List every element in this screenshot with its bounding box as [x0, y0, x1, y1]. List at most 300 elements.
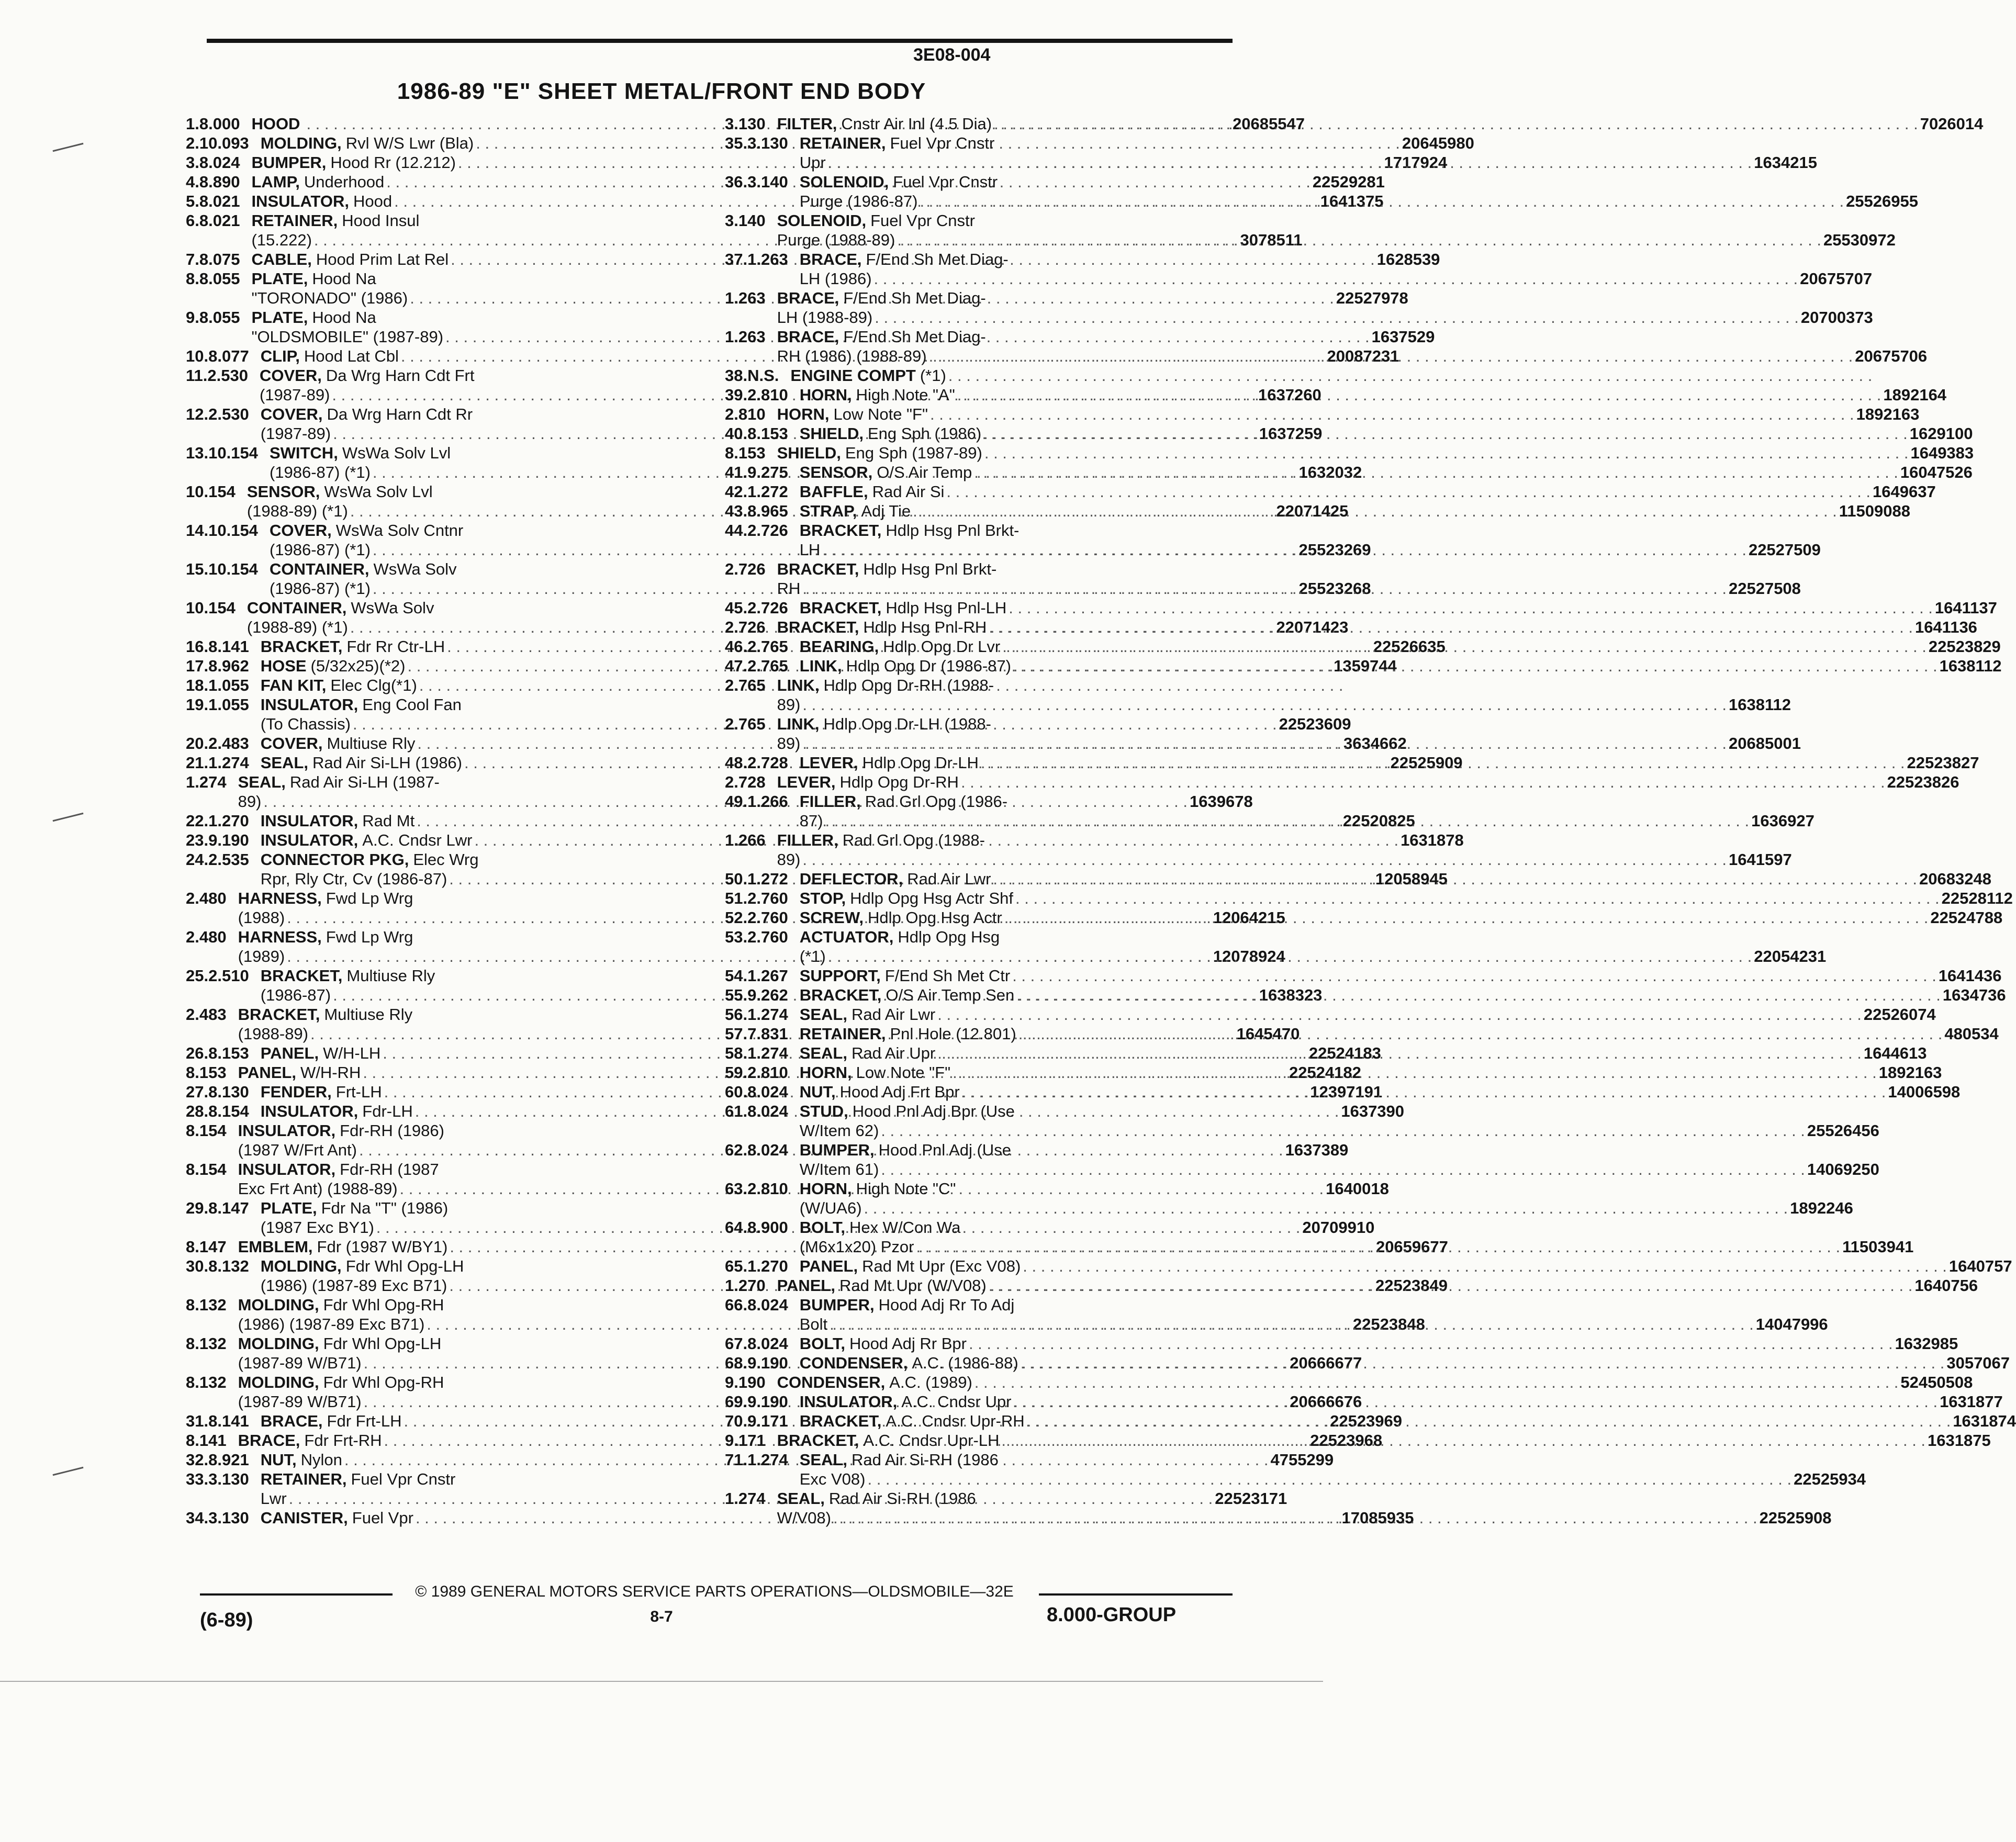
item-number: 65. — [725, 1257, 748, 1275]
item-number: 15. — [186, 560, 209, 578]
part-description — [800, 424, 1973, 443]
description-line — [777, 327, 1928, 346]
part-detail: Hdlp Hsg Pnl-RH — [863, 618, 987, 636]
part-entry — [725, 482, 1936, 501]
part-name: SEAL, — [777, 1489, 825, 1508]
leader-dots — [872, 308, 1801, 327]
part-description — [800, 1140, 1879, 1179]
group-code: 8.130 — [208, 1083, 249, 1101]
part-number: 20087231 — [1327, 347, 1399, 365]
part-name: INSULATOR, — [260, 1102, 359, 1120]
group-code: 1.270 — [208, 812, 249, 830]
part-name: SHIELD, — [799, 424, 864, 443]
part-detail: Lwr — [260, 1489, 287, 1508]
part-number: 1637529 — [1371, 328, 1435, 346]
leader-dots — [800, 734, 1729, 753]
description-line — [777, 405, 1920, 424]
leader-dots — [981, 424, 1910, 443]
part-name: SEAL, — [799, 1451, 847, 1469]
part-name: BRACE, — [799, 250, 862, 268]
part-detail: Exc Frt Ant) (1988-89) — [238, 1180, 398, 1198]
part-name: INSULATOR, — [260, 695, 359, 714]
part-number: 22523968 — [1310, 1431, 1383, 1450]
part-number: 14006598 — [1888, 1083, 1961, 1101]
part-detail: Rad Air Upr — [851, 1044, 936, 1062]
item-number: 61. — [725, 1102, 748, 1120]
group-code: 9.190 — [747, 1392, 788, 1411]
part-number: 1639678 — [1190, 792, 1253, 811]
description-line — [800, 501, 1910, 521]
group-code: 2.726 — [725, 560, 766, 578]
part-name: COVER, — [259, 366, 322, 385]
part-description — [800, 1043, 1927, 1063]
part-description — [777, 1276, 1978, 1295]
description-line — [777, 346, 1928, 366]
part-number: 1628539 — [1376, 250, 1440, 268]
part-name: CONNECTOR PKG, — [260, 850, 409, 869]
part-name: BUMPER, — [799, 1296, 875, 1314]
group-code: 3.140 — [747, 173, 788, 191]
group-code: 9.190 — [725, 1373, 766, 1391]
part-detail: Eng Sph (1987-89) — [845, 444, 982, 462]
group-code: 2.728 — [747, 754, 788, 772]
part-name: COVER, — [260, 734, 323, 752]
part-detail: LH — [799, 541, 821, 559]
description-line — [800, 1179, 1853, 1198]
description-line — [800, 482, 1936, 501]
part-name: BRACKET, — [777, 560, 859, 578]
group-code: 10.154 — [186, 599, 236, 617]
item-number: 26. — [186, 1044, 209, 1062]
part-number: 1631877 — [1940, 1392, 2003, 1411]
part-detail: Eng Sph (1986) — [867, 424, 982, 443]
leader-dots — [800, 850, 1729, 869]
description-line — [800, 1082, 1961, 1102]
item-number: 29. — [186, 1199, 209, 1217]
group-code: 2.810 — [725, 405, 766, 423]
part-detail: Exc V08) — [799, 1470, 866, 1488]
part-detail: (5/32x25)(*2) — [310, 657, 406, 675]
description-line — [800, 1024, 1999, 1043]
part-name: PLATE, — [251, 269, 308, 288]
item-number: 28. — [186, 1102, 209, 1120]
part-detail: Hdlp Hsg Pnl Brkt- — [886, 521, 1020, 540]
group-code: 8.132 — [208, 1257, 249, 1275]
part-detail: Hood Adj Frt Bpr — [839, 1083, 960, 1101]
part-entry — [725, 772, 1959, 792]
part-detail: Pnl Hole (12.801) — [890, 1025, 1016, 1043]
leader-dots — [987, 1276, 1915, 1295]
part-name: FILLER, — [777, 831, 838, 849]
description-line — [800, 1392, 2003, 1411]
part-detail: Fdr (1987 W/BY1) — [317, 1238, 448, 1256]
description-line — [777, 443, 1974, 463]
description-line — [800, 1469, 1866, 1489]
part-detail: (1987 Exc BY1) — [260, 1218, 374, 1237]
part-number: 1649637 — [1873, 482, 1936, 501]
group-code: 2.480 — [186, 889, 227, 907]
part-number: 14069250 — [1807, 1160, 1879, 1178]
group-code: 8.075 — [199, 250, 240, 268]
description-line — [800, 1198, 1853, 1218]
part-number: 11509088 — [1839, 502, 1910, 520]
item-number: 57. — [725, 1025, 748, 1043]
leader-dots — [914, 1237, 1842, 1256]
item-number: 56. — [725, 1005, 748, 1024]
part-name: RETAINER, — [799, 1025, 886, 1043]
leader-dots — [1010, 966, 1939, 985]
leader-dots — [992, 114, 1920, 133]
part-description — [800, 1179, 1853, 1218]
leader-dots — [827, 1315, 1756, 1334]
group-code: 8.154 — [186, 1160, 227, 1178]
part-detail: Hdlp Opg Dr (1986-87) — [846, 657, 1011, 675]
group-code: 8.024 — [747, 1141, 788, 1159]
part-description — [777, 1489, 1832, 1527]
part-entry — [725, 1005, 1936, 1024]
description-line — [777, 211, 1896, 230]
part-number: 1640018 — [1326, 1180, 1389, 1198]
group-code: 8.024 — [747, 1102, 788, 1120]
part-name: MOLDING, — [260, 1257, 342, 1275]
group-code: 8.900 — [747, 1218, 788, 1237]
part-detail: 89) — [777, 695, 801, 714]
item-number: 38. — [725, 366, 748, 385]
leader-dots — [826, 947, 1754, 966]
part-number: 22526635 — [1373, 637, 1446, 656]
item-number: 6. — [186, 211, 199, 230]
part-number: 1359744 — [1334, 657, 1397, 675]
part-detail: (1986-87) — [260, 986, 331, 1004]
leader-dots — [800, 579, 1729, 598]
leader-dots — [872, 269, 1800, 288]
part-number: 1637259 — [1259, 424, 1323, 443]
part-name: SEAL, — [238, 773, 286, 791]
group-code: 1.274 — [725, 1489, 766, 1508]
part-detail: Fdr Whl Opg-LH — [323, 1334, 442, 1353]
part-description — [800, 1353, 2010, 1373]
part-name: STRAP, — [799, 502, 857, 520]
item-number: 67. — [725, 1334, 748, 1353]
part-name: FILTER, — [777, 115, 837, 133]
part-name: CLIP, — [260, 347, 300, 365]
part-detail: W/V08) — [777, 1509, 831, 1527]
group-code: 2.765 — [725, 715, 766, 733]
part-detail: Hood Adj Rr To Adj — [878, 1296, 1015, 1314]
part-name: RETAINER, — [799, 134, 886, 152]
group-code: 8.024 — [747, 1083, 788, 1101]
part-name: BRACKET, — [777, 1431, 859, 1450]
description-line — [777, 114, 1984, 133]
part-name: CONTAINER, — [269, 560, 369, 578]
item-number: 9. — [186, 308, 199, 327]
part-description — [800, 250, 1872, 288]
group-code: 8.153 — [725, 444, 766, 462]
group-code: 8.024 — [747, 1296, 788, 1314]
revision-date: (6-89) — [200, 1609, 253, 1631]
part-detail: Hdlp Opg Hsg — [898, 928, 1000, 946]
description-line — [800, 598, 1997, 617]
group-code: 1.266 — [747, 792, 788, 811]
part-name: STOP, — [799, 889, 846, 907]
part-name: DEFLECTOR, — [799, 870, 903, 888]
part-detail: "OLDSMOBILE" (1987-89) — [251, 328, 444, 346]
item-number: 20. — [186, 734, 209, 752]
description-line — [800, 1218, 1914, 1237]
part-number: 1892164 — [1883, 386, 1947, 404]
part-name: MOLDING, — [238, 1334, 319, 1353]
part-number: 22523826 — [1887, 773, 1959, 791]
group-code: 2.480 — [186, 928, 227, 946]
part-number: 17085935 — [1341, 1509, 1414, 1527]
part-number: 22525908 — [1759, 1509, 1832, 1527]
leader-dots — [979, 753, 1907, 772]
part-name: FENDER, — [260, 1083, 332, 1101]
group-code: 1.263 — [725, 289, 766, 307]
part-detail: Rad Air Lwr — [851, 1005, 936, 1024]
description-line — [777, 288, 1873, 308]
part-detail: Rad Mt Upr (Exc V08) — [862, 1257, 1021, 1275]
part-detail: O/S Air Temp Sen — [886, 986, 1015, 1004]
part-name: PANEL, — [260, 1044, 319, 1062]
part-number: 22520825 — [1342, 812, 1415, 830]
part-number: 1892163 — [1878, 1063, 1942, 1082]
part-description — [777, 405, 1920, 424]
part-number: 7026014 — [1920, 115, 1984, 133]
part-number: 3078511 — [1240, 231, 1303, 249]
part-entry — [725, 889, 2013, 908]
group-code: 1.274 — [747, 1451, 788, 1469]
item-number: 60. — [725, 1083, 748, 1101]
group-code: 8.965 — [747, 502, 788, 520]
item-number: 10. — [186, 347, 209, 365]
group-code: 8.024 — [199, 153, 240, 172]
leader-dots — [927, 346, 1855, 366]
part-name: PANEL, — [799, 1257, 858, 1275]
part-name: ACTUATOR, — [799, 928, 894, 946]
part-name: LINK, — [777, 676, 820, 694]
item-number: 31. — [186, 1412, 209, 1430]
description-line — [777, 308, 1873, 327]
item-number: 63. — [725, 1180, 748, 1198]
part-number: 20685547 — [1233, 115, 1305, 133]
group-code: 1.055 — [208, 695, 249, 714]
part-number: 1632032 — [1298, 463, 1362, 481]
item-number: 25. — [186, 967, 209, 985]
description-line — [800, 985, 2006, 1005]
group-code: 1.274 — [747, 1005, 788, 1024]
part-number: 4755299 — [1270, 1451, 1334, 1469]
scan-edge-line — [0, 1681, 1323, 1682]
part-description — [800, 1218, 1914, 1256]
part-number: 16047526 — [1900, 463, 1973, 481]
part-name: CABLE, — [251, 250, 312, 268]
item-number: 45. — [725, 599, 748, 617]
part-number: 22527978 — [1336, 289, 1408, 307]
part-name: SUPPORT, — [799, 967, 881, 985]
part-description — [777, 830, 1792, 869]
part-description — [800, 521, 1821, 559]
group-code: 1.274 — [208, 754, 249, 772]
part-detail: A.C. Cndsr Upr-RH — [886, 1412, 1025, 1430]
part-description — [777, 1373, 1973, 1392]
part-detail: Fdr Whl Opg-RH — [323, 1296, 444, 1314]
group-code: 3.130 — [747, 134, 788, 152]
group-code: 1.263 — [747, 250, 788, 268]
part-number: 22524182 — [1289, 1063, 1361, 1082]
part-name: INSULATOR, — [799, 1392, 898, 1411]
group-code: 9.171 — [725, 1431, 766, 1450]
part-detail: (1988-89) — [238, 1025, 308, 1043]
leader-dots — [879, 1121, 1807, 1140]
part-detail: Fuel Vpr — [352, 1509, 413, 1527]
item-number: 24. — [186, 850, 209, 869]
item-number: 44. — [725, 521, 748, 540]
part-detail: Rad Air Lwr — [907, 870, 991, 888]
group-code: 3.140 — [725, 211, 766, 230]
part-name: ENGINE COMPT — [790, 366, 916, 385]
footer-rule-right — [1039, 1593, 1233, 1596]
part-name: SWITCH, — [269, 444, 338, 462]
item-number: 59. — [725, 1063, 748, 1082]
part-number: 12397191 — [1310, 1083, 1383, 1101]
part-number: 20666676 — [1290, 1392, 1362, 1411]
item-number: 68. — [725, 1354, 748, 1372]
group-code: 3.130 — [208, 1509, 249, 1527]
part-name: MOLDING, — [260, 134, 342, 152]
part-name: NUT, — [799, 1083, 836, 1101]
part-number: 20675707 — [1800, 269, 1873, 288]
part-entry — [186, 676, 709, 695]
part-entry — [725, 598, 1997, 617]
item-number: 71. — [725, 1451, 748, 1469]
part-name: COVER, — [260, 405, 323, 423]
group-code: 2.760 — [747, 928, 788, 946]
part-name: BAFFLE, — [799, 482, 868, 501]
part-number: 22523171 — [1215, 1489, 1287, 1508]
leader-dots — [865, 1469, 1794, 1489]
part-detail: W/H-LH — [323, 1044, 381, 1062]
part-entry — [725, 443, 1974, 463]
part-name: COVER, — [269, 521, 332, 540]
group-code: 1.263 — [725, 328, 766, 346]
part-number: 1636927 — [1751, 812, 1815, 830]
item-number: 43. — [725, 502, 748, 520]
description-line — [777, 559, 1801, 579]
part-number: 1638323 — [1259, 986, 1323, 1004]
part-description — [800, 1295, 1828, 1334]
part-name: CANISTER, — [260, 1509, 348, 1527]
part-name: RETAINER, — [251, 211, 338, 230]
group-code: 2.810 — [747, 386, 788, 404]
part-name: PLATE, — [251, 308, 308, 327]
description-line — [777, 734, 1801, 753]
group-code: 2.510 — [208, 967, 249, 985]
description-line — [800, 908, 2003, 927]
part-detail: W/H-RH — [300, 1063, 361, 1082]
part-name: SEAL, — [260, 754, 308, 772]
part-description — [800, 463, 1973, 482]
item-number: 2. — [186, 134, 199, 152]
part-detail: Low Note "F" — [833, 405, 928, 423]
part-detail: Hdlp Opg Dr-RH — [839, 773, 959, 791]
description-line — [800, 753, 1979, 772]
group-code: 9.171 — [747, 1412, 788, 1430]
part-name: PANEL, — [777, 1276, 835, 1295]
part-number: 1629100 — [1909, 424, 1973, 443]
description-line — [777, 1508, 1832, 1527]
description-line — [800, 889, 2013, 908]
part-detail: Hood Lat Cbl — [304, 347, 399, 365]
leader-dots — [982, 443, 1911, 463]
item-number: 53. — [725, 928, 748, 946]
group-code: 1.272 — [747, 870, 788, 888]
description-line — [800, 1102, 1879, 1121]
group-code: 8.000 — [199, 115, 240, 133]
leader-dots — [1018, 1353, 1947, 1373]
part-description — [777, 617, 1977, 637]
group-code: 1.267 — [747, 967, 788, 985]
part-name: INSULATOR, — [251, 192, 350, 210]
part-number: 480534 — [1944, 1025, 1999, 1043]
part-detail: Low Note "F" — [856, 1063, 951, 1082]
part-description — [800, 889, 2013, 908]
description-line — [777, 676, 1791, 695]
leader-dots — [823, 811, 1752, 830]
description-line — [800, 1295, 1828, 1315]
part-number: 1641137 — [1934, 599, 1997, 617]
item-number: 11. — [186, 366, 208, 385]
part-number: 1892246 — [1790, 1199, 1853, 1217]
leader-dots — [895, 230, 1823, 250]
part-detail: (1987-89 W/B71) — [238, 1392, 362, 1411]
part-description — [800, 1334, 1958, 1353]
part-description — [777, 211, 1896, 250]
part-number: 20675706 — [1855, 347, 1928, 365]
part-name: RETAINER, — [260, 1470, 347, 1488]
part-description — [777, 559, 1801, 598]
part-name: BOLT, — [799, 1218, 845, 1237]
part-number: 1634736 — [1942, 986, 2006, 1004]
part-detail: Multiuse Rly — [324, 1005, 413, 1024]
part-detail: (1986) (1987-89 Exc B71) — [238, 1315, 425, 1333]
part-detail: Fdr Na "T" (1986) — [321, 1199, 449, 1217]
part-number: 3057067 — [1946, 1354, 2010, 1372]
part-description — [800, 1256, 2012, 1276]
part-name: LINK, — [777, 715, 820, 733]
part-number: 22529281 — [1312, 173, 1385, 191]
group-code: 2.726 — [747, 599, 788, 617]
group-code: 1.055 — [208, 676, 249, 694]
description-line — [790, 366, 1874, 385]
part-name: BRACKET, — [260, 637, 343, 656]
part-number: 12064215 — [1213, 908, 1285, 927]
group-code: 1.272 — [747, 482, 788, 501]
leader-dots — [1002, 908, 1931, 927]
part-name: SEAL, — [799, 1044, 847, 1062]
part-number: 1640757 — [1948, 1257, 2012, 1275]
part-detail: Rad Grl Opg (1986- — [865, 792, 1008, 811]
item-number: 40. — [725, 424, 748, 443]
part-detail: Fwd Lp Wrg — [326, 889, 413, 907]
description-line — [777, 1489, 1832, 1508]
part-number: 20683248 — [1919, 870, 1991, 888]
part-description — [800, 1450, 1866, 1489]
part-detail: Elec Wrg — [413, 850, 479, 869]
part-name: PANEL, — [238, 1063, 296, 1082]
part-number: 1640756 — [1914, 1276, 1978, 1295]
part-description — [777, 676, 1791, 714]
